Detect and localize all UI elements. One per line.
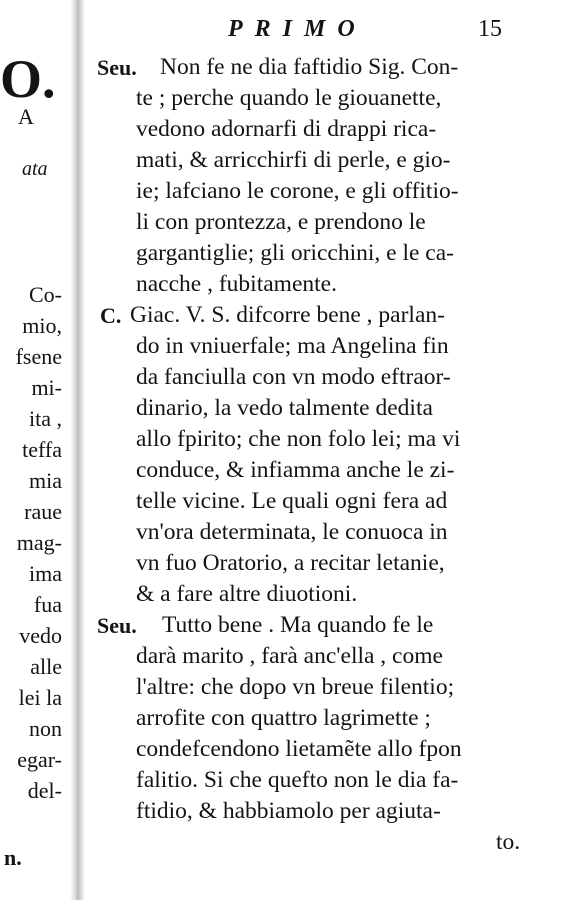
line-text: & a fare altre diuotioni.	[136, 581, 358, 607]
text-line	[0, 300, 587, 331]
text-line	[0, 641, 587, 672]
line-text: vedono adornarfi di drappi rica-	[136, 116, 437, 142]
text-line	[0, 145, 587, 176]
text-line	[0, 207, 587, 238]
facing-page-text: raue	[24, 499, 62, 524]
text-line	[0, 238, 587, 269]
facing-page-text: mia	[29, 468, 62, 493]
text-line	[0, 393, 587, 424]
line-text: vn'ora determinata, le conuoca in	[136, 519, 448, 545]
text-line	[0, 703, 587, 734]
facing-page-text: Co-	[29, 282, 62, 307]
text-line	[0, 486, 587, 517]
facing-page-text: n.	[4, 845, 22, 870]
line-text: li con prontezza, e prendono le	[136, 209, 426, 235]
text-line	[0, 517, 587, 548]
facing-page-text: fsene	[15, 344, 62, 369]
facing-page-text: del-	[27, 778, 62, 803]
text-line	[0, 455, 587, 486]
line-text: vn fuo Oratorio, a recitar letanie,	[136, 550, 445, 576]
line-text: Tutto bene . Ma quando fe le	[162, 612, 434, 638]
line-text: da fanciulla con vn modo eftraor-	[136, 364, 451, 390]
facing-page-text: non	[29, 716, 62, 741]
line-text: allo fpirito; che non folo lei; ma vi	[136, 426, 461, 452]
text-line	[0, 796, 587, 827]
text-line	[0, 672, 587, 703]
line-text: l'altre: che dopo vn breue filentio;	[136, 674, 455, 700]
speaker-label: Seu.	[97, 613, 137, 638]
text-line	[0, 424, 587, 455]
text-line	[0, 269, 587, 300]
line-text: darà marito , farà anc'ella , come	[136, 643, 443, 669]
facing-page-text: mi-	[31, 375, 62, 400]
text-line	[0, 52, 587, 83]
speaker-label: C.	[100, 303, 122, 328]
facing-page-text: mio,	[22, 313, 62, 338]
facing-page-text: A	[18, 104, 34, 129]
text-line	[0, 734, 587, 765]
line-text: te ; perche quando le giouanette,	[136, 85, 442, 111]
text-line	[0, 83, 587, 114]
facing-page-big-letter: O.	[0, 49, 56, 109]
line-text: arrofite con quattro lagrimette ;	[136, 705, 431, 731]
text-line	[0, 827, 587, 858]
speaker-label: Seu.	[97, 55, 137, 80]
facing-page-text: lei la	[18, 685, 62, 710]
line-text: mati, & arricchirfi di perle, e gio-	[136, 147, 451, 173]
line-text: to.	[496, 829, 521, 855]
line-text: dinario, la vedo talmente dedita	[136, 395, 433, 421]
text-line	[0, 331, 587, 362]
line-text: Giac. V. S. difcorre bene , parlan-	[130, 302, 445, 328]
line-text: ftidio, & habbiamolo per agiuta-	[136, 798, 441, 824]
line-text: Non fe ne dia faftidio Sig. Con-	[160, 54, 459, 80]
text-line	[0, 610, 587, 641]
text-line	[0, 548, 587, 579]
line-text: falitio. Si che quefto non le dia fa-	[136, 767, 459, 793]
facing-page-text: ima	[29, 561, 62, 586]
text-line	[0, 176, 587, 207]
line-text: do in vniuerfale; ma Angelina fin	[136, 333, 449, 359]
running-title: PRIMO	[228, 16, 367, 42]
line-text: nacche , fubitamente.	[136, 271, 337, 297]
text-line	[0, 579, 587, 610]
page-number: 15	[478, 16, 502, 42]
text-line	[0, 114, 587, 145]
line-text: conduce, & infiamma anche le zi-	[136, 457, 455, 483]
facing-page-text: egar-	[17, 747, 62, 772]
facing-page-text: ata	[22, 158, 48, 180]
facing-page-text: mag-	[16, 530, 62, 555]
facing-page-text: teffa	[22, 437, 62, 462]
line-text: telle vicine. Le quali ogni fera ad	[136, 488, 448, 514]
facing-page-text: alle	[30, 654, 62, 679]
page-header	[0, 16, 587, 46]
line-text: gargantiglie; gli oricchini, e le ca-	[136, 240, 454, 266]
text-line	[0, 362, 587, 393]
facing-page-text: ita ,	[29, 406, 62, 431]
text-line	[0, 765, 587, 796]
line-text: ie; lafciano le corone, e gli offitio-	[136, 178, 459, 204]
facing-page-text: fua	[33, 592, 62, 617]
line-text: condefcendono lietamẽte allo fpon	[136, 736, 462, 762]
facing-page-text: vedo	[19, 623, 62, 648]
